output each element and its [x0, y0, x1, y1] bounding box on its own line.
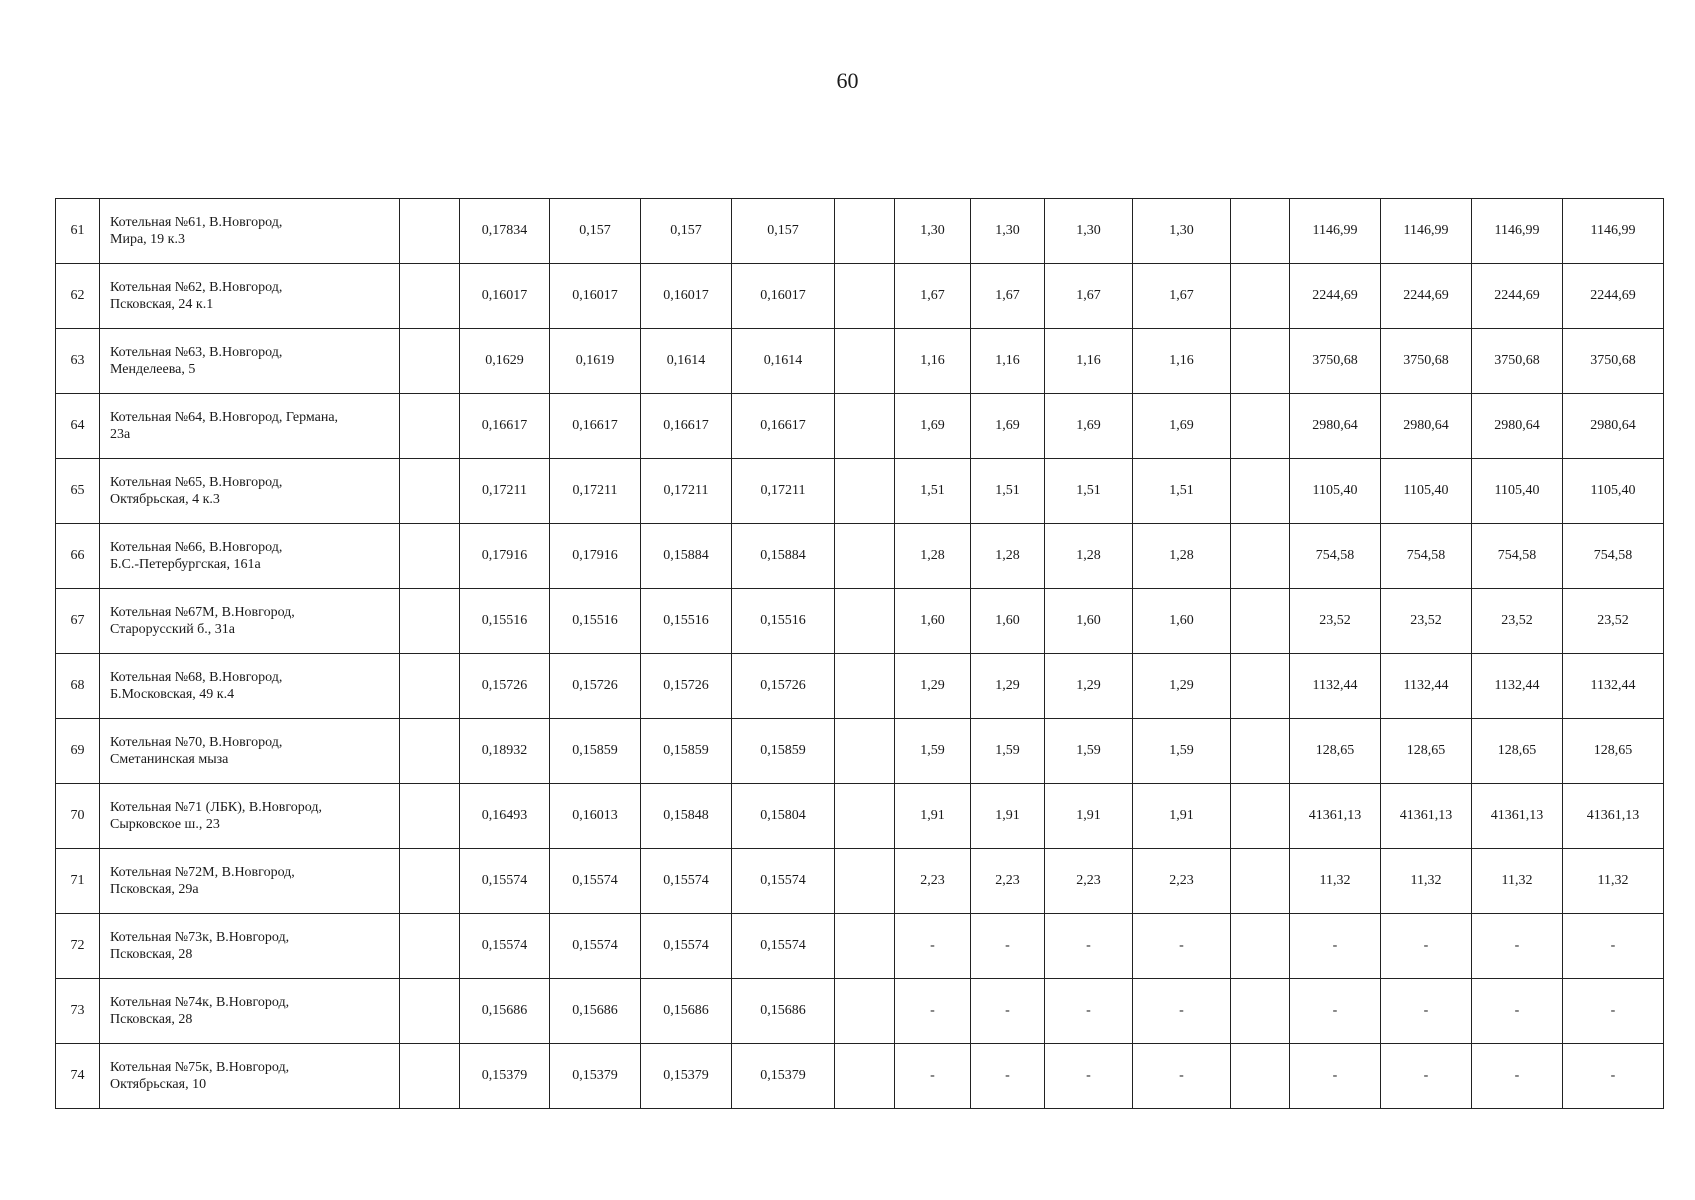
value-cell-c: 2244,69: [1290, 264, 1381, 329]
empty-cell: [835, 264, 895, 329]
empty-cell: [835, 329, 895, 394]
value-cell-a: 0,1629: [460, 329, 550, 394]
value-cell-b: 1,51: [895, 459, 971, 524]
value-cell-c: 41361,13: [1381, 784, 1472, 849]
table-row: [56, 589, 1664, 654]
value-cell-c: 1105,40: [1381, 459, 1472, 524]
value-cell-a: 0,16017: [550, 264, 641, 329]
value-cell-b: 1,30: [1133, 199, 1231, 264]
boiler-table: [55, 198, 1664, 1109]
value-cell-c: 754,58: [1472, 524, 1563, 589]
value-cell-c: 1146,99: [1290, 199, 1381, 264]
value-cell-a: 0,17211: [460, 459, 550, 524]
boiler-name-line: Котельная №71 (ЛБК), В.Новгород,: [110, 800, 323, 815]
boiler-name-line: Котельная №68, В.Новгород,: [110, 670, 283, 685]
empty-cell: [1231, 784, 1290, 849]
value-cell-a: 0,157: [641, 199, 732, 264]
value-cell-b: -: [971, 914, 1045, 979]
value-cell-c: 754,58: [1563, 524, 1664, 589]
value-cell-c: 3750,68: [1563, 329, 1664, 394]
row-number-cell: 64: [56, 394, 100, 459]
empty-cell: [400, 1044, 460, 1109]
value-cell-b: 1,60: [1133, 589, 1231, 654]
boiler-name-cell: [100, 784, 400, 849]
value-cell-a: 0,16017: [732, 264, 835, 329]
value-cell-c: 23,52: [1381, 589, 1472, 654]
value-cell-a: 0,17211: [550, 459, 641, 524]
boiler-name-cell: [100, 264, 400, 329]
boiler-name-line: Сметанинская мыза: [110, 752, 229, 767]
empty-cell: [835, 914, 895, 979]
boiler-name-line: Псковская, 24 к.1: [110, 297, 214, 312]
value-cell-b: 1,67: [895, 264, 971, 329]
row-number-cell: 70: [56, 784, 100, 849]
value-cell-b: 1,30: [1045, 199, 1133, 264]
boiler-name-line: Б.С.-Петербургская, 161а: [110, 557, 261, 572]
empty-cell: [400, 784, 460, 849]
value-cell-b: 2,23: [1133, 849, 1231, 914]
value-cell-b: -: [1133, 914, 1231, 979]
empty-cell: [400, 394, 460, 459]
boiler-name-cell: [100, 589, 400, 654]
value-cell-a: 0,16617: [732, 394, 835, 459]
value-cell-b: -: [1045, 979, 1133, 1044]
row-number-cell: 73: [56, 979, 100, 1044]
boiler-name-line: Псковская, 29а: [110, 882, 199, 897]
value-cell-b: 1,69: [1045, 394, 1133, 459]
table-row: [56, 329, 1664, 394]
value-cell-b: 1,30: [971, 199, 1045, 264]
value-cell-c: 1146,99: [1472, 199, 1563, 264]
empty-cell: [835, 459, 895, 524]
value-cell-b: 1,67: [1133, 264, 1231, 329]
value-cell-b: 1,51: [1045, 459, 1133, 524]
row-number-cell: 68: [56, 654, 100, 719]
value-cell-a: 0,157: [550, 199, 641, 264]
value-cell-a: 0,16493: [460, 784, 550, 849]
value-cell-c: 41361,13: [1290, 784, 1381, 849]
boiler-name-line: Котельная №62, В.Новгород,: [110, 280, 283, 295]
empty-cell: [1231, 719, 1290, 784]
row-number-cell: 65: [56, 459, 100, 524]
boiler-name-line: Псковская, 28: [110, 1012, 193, 1027]
row-number-cell: 67: [56, 589, 100, 654]
value-cell-b: 1,60: [895, 589, 971, 654]
value-cell-a: 0,16617: [641, 394, 732, 459]
value-cell-a: 0,15726: [550, 654, 641, 719]
value-cell-c: -: [1381, 979, 1472, 1044]
empty-cell: [1231, 459, 1290, 524]
value-cell-a: 0,15859: [550, 719, 641, 784]
table-row: [56, 524, 1664, 589]
value-cell-b: 1,16: [1045, 329, 1133, 394]
row-number-cell: 66: [56, 524, 100, 589]
empty-cell: [835, 199, 895, 264]
value-cell-c: 3750,68: [1381, 329, 1472, 394]
value-cell-c: 1105,40: [1563, 459, 1664, 524]
value-cell-b: 2,23: [1045, 849, 1133, 914]
boiler-name-line: Котельная №70, В.Новгород,: [110, 735, 283, 750]
value-cell-b: 1,91: [1045, 784, 1133, 849]
value-cell-c: -: [1472, 1044, 1563, 1109]
empty-cell: [835, 394, 895, 459]
value-cell-b: 1,28: [895, 524, 971, 589]
table-row: [56, 784, 1664, 849]
value-cell-a: 0,17916: [550, 524, 641, 589]
value-cell-b: 1,28: [1045, 524, 1133, 589]
row-number-cell: 69: [56, 719, 100, 784]
row-number-cell: 62: [56, 264, 100, 329]
value-cell-c: 1105,40: [1472, 459, 1563, 524]
value-cell-c: 11,32: [1290, 849, 1381, 914]
value-cell-a: 0,16617: [550, 394, 641, 459]
value-cell-c: 41361,13: [1472, 784, 1563, 849]
boiler-name-line: Котельная №61, В.Новгород,: [110, 215, 283, 230]
value-cell-a: 0,15884: [641, 524, 732, 589]
value-cell-b: 1,67: [971, 264, 1045, 329]
empty-cell: [1231, 979, 1290, 1044]
empty-cell: [1231, 199, 1290, 264]
value-cell-c: 3750,68: [1290, 329, 1381, 394]
value-cell-b: 1,69: [895, 394, 971, 459]
value-cell-a: 0,15574: [732, 849, 835, 914]
value-cell-a: 0,1614: [732, 329, 835, 394]
value-cell-c: 11,32: [1472, 849, 1563, 914]
value-cell-a: 0,15516: [732, 589, 835, 654]
table-row: [56, 264, 1664, 329]
value-cell-b: 1,51: [971, 459, 1045, 524]
row-number-cell: 72: [56, 914, 100, 979]
boiler-name-cell: [100, 654, 400, 719]
value-cell-b: 1,59: [1045, 719, 1133, 784]
boiler-name-line: Котельная №65, В.Новгород,: [110, 475, 283, 490]
empty-cell: [400, 264, 460, 329]
value-cell-a: 0,16017: [460, 264, 550, 329]
value-cell-c: 1132,44: [1290, 654, 1381, 719]
table-row: [56, 654, 1664, 719]
empty-cell: [1231, 524, 1290, 589]
value-cell-c: 11,32: [1381, 849, 1472, 914]
value-cell-b: -: [1133, 979, 1231, 1044]
boiler-name-line: Котельная №64, В.Новгород, Германа,: [110, 410, 339, 425]
empty-cell: [835, 1044, 895, 1109]
value-cell-a: 0,157: [732, 199, 835, 264]
row-number-cell: 61: [56, 199, 100, 264]
empty-cell: [1231, 264, 1290, 329]
value-cell-b: 1,30: [895, 199, 971, 264]
value-cell-b: -: [895, 979, 971, 1044]
value-cell-c: 2980,64: [1381, 394, 1472, 459]
empty-cell: [835, 524, 895, 589]
boiler-name-line: Менделеева, 5: [110, 362, 196, 377]
empty-cell: [1231, 914, 1290, 979]
value-cell-b: -: [971, 1044, 1045, 1109]
value-cell-b: 1,29: [895, 654, 971, 719]
value-cell-a: 0,15726: [460, 654, 550, 719]
value-cell-c: -: [1472, 979, 1563, 1044]
value-cell-c: 128,65: [1290, 719, 1381, 784]
boiler-name-line: Октябрьская, 4 к.3: [110, 492, 220, 507]
empty-cell: [1231, 849, 1290, 914]
empty-cell: [835, 784, 895, 849]
value-cell-c: 11,32: [1563, 849, 1664, 914]
value-cell-a: 0,15726: [641, 654, 732, 719]
value-cell-b: 1,29: [1133, 654, 1231, 719]
boiler-name-line: Псковская, 28: [110, 947, 193, 962]
empty-cell: [400, 979, 460, 1044]
value-cell-b: -: [1133, 1044, 1231, 1109]
empty-cell: [400, 849, 460, 914]
boiler-name-cell: [100, 849, 400, 914]
value-cell-c: 23,52: [1472, 589, 1563, 654]
boiler-name-line: 23а: [110, 427, 131, 442]
value-cell-b: 1,16: [895, 329, 971, 394]
value-cell-c: -: [1563, 979, 1664, 1044]
table-row: [56, 459, 1664, 524]
value-cell-b: -: [1045, 914, 1133, 979]
value-cell-b: -: [971, 979, 1045, 1044]
value-cell-c: 2980,64: [1290, 394, 1381, 459]
boiler-name-line: Октябрьская, 10: [110, 1077, 207, 1092]
value-cell-c: 1146,99: [1381, 199, 1472, 264]
value-cell-a: 0,15574: [460, 914, 550, 979]
empty-cell: [400, 589, 460, 654]
value-cell-a: 0,15686: [460, 979, 550, 1044]
value-cell-b: 1,16: [1133, 329, 1231, 394]
value-cell-b: 1,69: [1133, 394, 1231, 459]
value-cell-c: -: [1472, 914, 1563, 979]
empty-cell: [1231, 1044, 1290, 1109]
boiler-name-line: Котельная №67М, В.Новгород,: [110, 605, 295, 620]
empty-cell: [1231, 394, 1290, 459]
value-cell-c: 754,58: [1381, 524, 1472, 589]
value-cell-c: 1132,44: [1472, 654, 1563, 719]
value-cell-b: 1,16: [971, 329, 1045, 394]
empty-cell: [835, 654, 895, 719]
table-row: [56, 1044, 1664, 1109]
table-row: [56, 914, 1664, 979]
value-cell-a: 0,15686: [550, 979, 641, 1044]
empty-cell: [400, 329, 460, 394]
value-cell-c: 2244,69: [1563, 264, 1664, 329]
empty-cell: [835, 589, 895, 654]
empty-cell: [835, 979, 895, 1044]
value-cell-c: 2244,69: [1381, 264, 1472, 329]
value-cell-b: 2,23: [895, 849, 971, 914]
empty-cell: [400, 654, 460, 719]
value-cell-b: 1,28: [971, 524, 1045, 589]
value-cell-a: 0,15848: [641, 784, 732, 849]
value-cell-a: 0,15574: [641, 914, 732, 979]
value-cell-c: 128,65: [1381, 719, 1472, 784]
value-cell-a: 0,1619: [550, 329, 641, 394]
value-cell-a: 0,16617: [460, 394, 550, 459]
value-cell-a: 0,15574: [460, 849, 550, 914]
value-cell-b: -: [895, 1044, 971, 1109]
value-cell-c: 1132,44: [1563, 654, 1664, 719]
value-cell-b: -: [895, 914, 971, 979]
table-row: [56, 394, 1664, 459]
value-cell-b: 1,91: [895, 784, 971, 849]
empty-cell: [400, 459, 460, 524]
value-cell-a: 0,16017: [641, 264, 732, 329]
boiler-name-cell: [100, 524, 400, 589]
value-cell-c: -: [1381, 914, 1472, 979]
value-cell-b: 1,91: [1133, 784, 1231, 849]
table-row: [56, 719, 1664, 784]
value-cell-c: -: [1563, 1044, 1664, 1109]
value-cell-a: 0,15686: [732, 979, 835, 1044]
page-number: 60: [836, 68, 859, 93]
value-cell-c: -: [1290, 1044, 1381, 1109]
value-cell-b: 1,28: [1133, 524, 1231, 589]
value-cell-c: -: [1381, 1044, 1472, 1109]
empty-cell: [400, 914, 460, 979]
value-cell-b: 1,29: [971, 654, 1045, 719]
value-cell-c: -: [1290, 979, 1381, 1044]
value-cell-c: 23,52: [1290, 589, 1381, 654]
empty-cell: [400, 524, 460, 589]
value-cell-b: 1,60: [971, 589, 1045, 654]
value-cell-b: 1,67: [1045, 264, 1133, 329]
value-cell-c: 2980,64: [1563, 394, 1664, 459]
value-cell-a: 0,15574: [732, 914, 835, 979]
value-cell-c: -: [1290, 914, 1381, 979]
row-number-cell: 63: [56, 329, 100, 394]
value-cell-a: 0,15726: [732, 654, 835, 719]
value-cell-a: 0,15859: [732, 719, 835, 784]
boiler-name-line: Сырковское ш., 23: [110, 817, 220, 832]
boiler-name-line: Котельная №75к, В.Новгород,: [110, 1060, 290, 1075]
boiler-name-line: Котельная №73к, В.Новгород,: [110, 930, 290, 945]
value-cell-c: 41361,13: [1563, 784, 1664, 849]
value-cell-c: 2980,64: [1472, 394, 1563, 459]
row-number-cell: 71: [56, 849, 100, 914]
boiler-name-cell: [100, 459, 400, 524]
table-row: [56, 979, 1664, 1044]
boiler-name-cell: [100, 199, 400, 264]
value-cell-a: 0,17834: [460, 199, 550, 264]
boiler-name-line: Котельная №66, В.Новгород,: [110, 540, 283, 555]
value-cell-a: 0,15379: [460, 1044, 550, 1109]
value-cell-a: 0,17211: [732, 459, 835, 524]
value-cell-a: 0,15574: [550, 849, 641, 914]
value-cell-a: 0,1614: [641, 329, 732, 394]
value-cell-a: 0,18932: [460, 719, 550, 784]
value-cell-b: 1,29: [1045, 654, 1133, 719]
boiler-name-line: Б.Московская, 49 к.4: [110, 687, 235, 702]
empty-cell: [1231, 654, 1290, 719]
value-cell-b: 1,69: [971, 394, 1045, 459]
value-cell-c: -: [1563, 914, 1664, 979]
value-cell-a: 0,15574: [550, 914, 641, 979]
table-row: [56, 199, 1664, 264]
value-cell-b: 1,51: [1133, 459, 1231, 524]
boiler-name-cell: [100, 1044, 400, 1109]
value-cell-a: 0,15379: [641, 1044, 732, 1109]
value-cell-b: 2,23: [971, 849, 1045, 914]
value-cell-b: 1,59: [1133, 719, 1231, 784]
boiler-name-cell: [100, 979, 400, 1044]
value-cell-c: 23,52: [1563, 589, 1664, 654]
value-cell-a: 0,15686: [641, 979, 732, 1044]
row-number-cell: 74: [56, 1044, 100, 1109]
boiler-name-cell: [100, 914, 400, 979]
boiler-name-line: Котельная №63, В.Новгород,: [110, 345, 283, 360]
boiler-name-cell: [100, 329, 400, 394]
empty-cell: [400, 719, 460, 784]
value-cell-a: 0,15804: [732, 784, 835, 849]
value-cell-a: 0,15884: [732, 524, 835, 589]
value-cell-a: 0,15859: [641, 719, 732, 784]
empty-cell: [835, 719, 895, 784]
value-cell-b: 1,91: [971, 784, 1045, 849]
table-row: [56, 849, 1664, 914]
value-cell-a: 0,17211: [641, 459, 732, 524]
empty-cell: [1231, 329, 1290, 394]
value-cell-c: 1132,44: [1381, 654, 1472, 719]
value-cell-b: -: [1045, 1044, 1133, 1109]
value-cell-c: 2244,69: [1472, 264, 1563, 329]
value-cell-a: 0,15516: [460, 589, 550, 654]
boiler-name-line: Котельная №72М, В.Новгород,: [110, 865, 295, 880]
value-cell-a: 0,17916: [460, 524, 550, 589]
empty-cell: [835, 849, 895, 914]
value-cell-a: 0,16013: [550, 784, 641, 849]
value-cell-b: 1,59: [895, 719, 971, 784]
value-cell-c: 128,65: [1472, 719, 1563, 784]
value-cell-b: 1,60: [1045, 589, 1133, 654]
value-cell-a: 0,15516: [641, 589, 732, 654]
value-cell-b: 1,59: [971, 719, 1045, 784]
boiler-name-line: Старорусский б., 31а: [110, 622, 236, 637]
value-cell-c: 754,58: [1290, 524, 1381, 589]
value-cell-a: 0,15379: [550, 1044, 641, 1109]
value-cell-a: 0,15516: [550, 589, 641, 654]
empty-cell: [1231, 589, 1290, 654]
boiler-name-cell: [100, 394, 400, 459]
boiler-name-cell: [100, 719, 400, 784]
value-cell-c: 1146,99: [1563, 199, 1664, 264]
value-cell-c: 1105,40: [1290, 459, 1381, 524]
value-cell-c: 3750,68: [1472, 329, 1563, 394]
empty-cell: [400, 199, 460, 264]
boiler-name-line: Мира, 19 к.3: [110, 232, 185, 247]
value-cell-a: 0,15379: [732, 1044, 835, 1109]
value-cell-a: 0,15574: [641, 849, 732, 914]
value-cell-c: 128,65: [1563, 719, 1664, 784]
boiler-name-line: Котельная №74к, В.Новгород,: [110, 995, 290, 1010]
